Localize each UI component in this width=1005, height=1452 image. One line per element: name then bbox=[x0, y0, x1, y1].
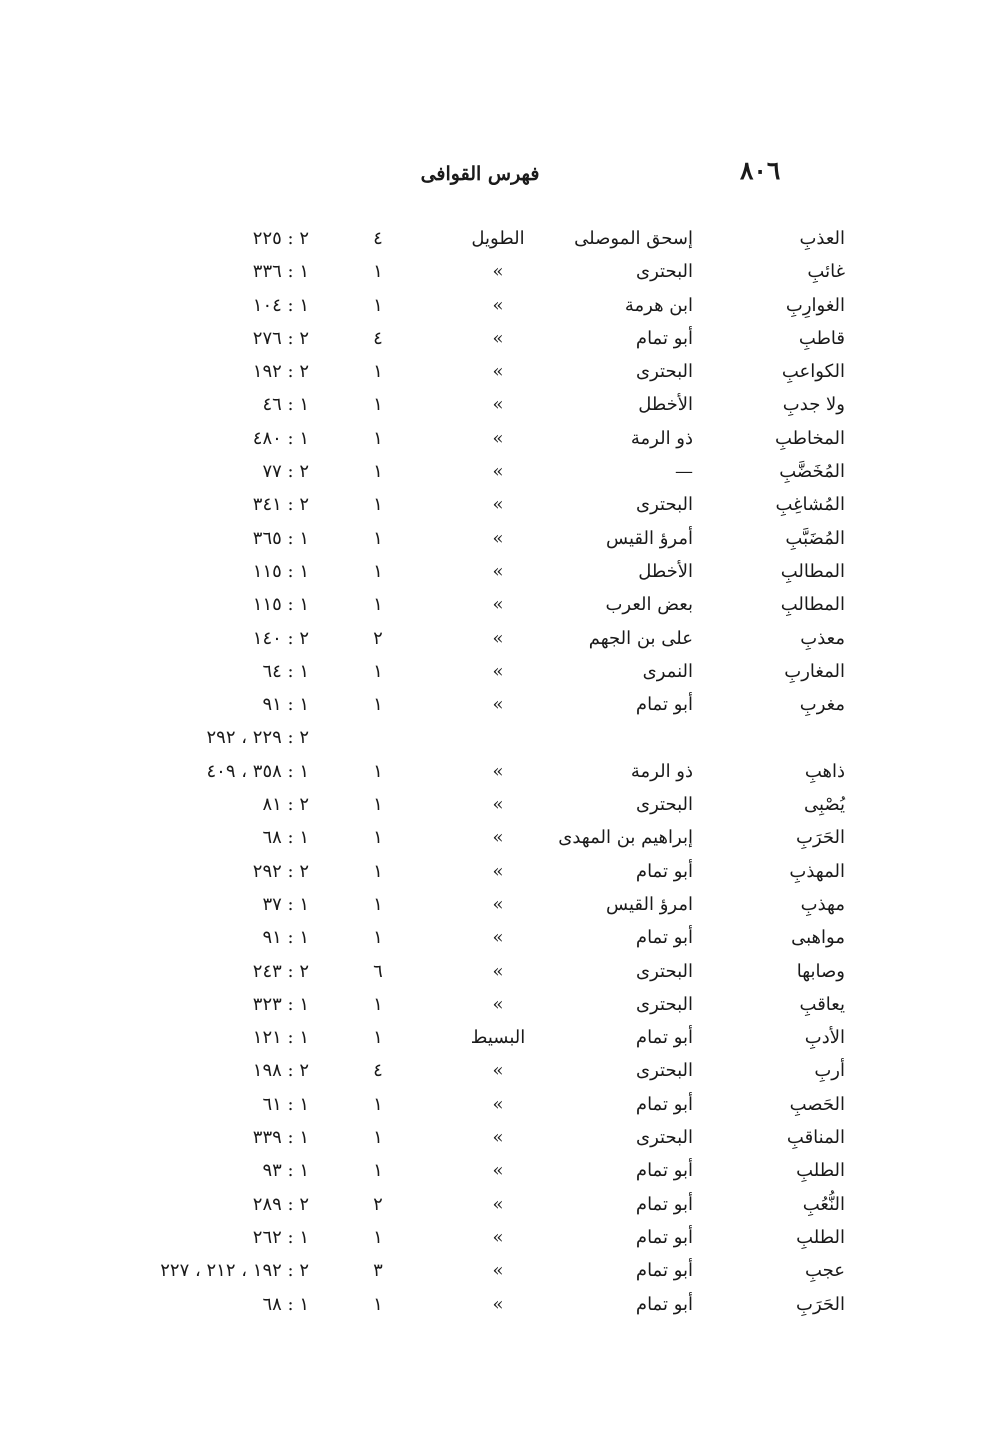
poet-name: أبو تمام bbox=[635, 1193, 693, 1215]
meter-name: » bbox=[492, 893, 504, 915]
rhyme-word: الطلبِ bbox=[796, 1160, 845, 1182]
meter-name: » bbox=[492, 660, 504, 682]
volume-page-ref: ١ : ٦٨ bbox=[262, 1293, 309, 1315]
volume-page-ref: ١ : ١١٥ bbox=[252, 594, 309, 616]
poet-name: أبو تمام bbox=[635, 1027, 693, 1049]
volume-page-ref: ١ : ٦٤ bbox=[262, 660, 309, 682]
meter-name: » bbox=[492, 527, 504, 549]
volume-page-ref: ١ : ٣٣٩ bbox=[252, 1127, 309, 1149]
rhyme-word: عجبِ bbox=[804, 1260, 845, 1282]
volume-page-ref: ٢ : ٢٧٦ bbox=[252, 327, 309, 349]
meter-name: » bbox=[492, 494, 504, 516]
poet-name: الأخطل bbox=[638, 394, 693, 416]
poet-name: ذو الرمة bbox=[630, 760, 693, 782]
meter-name: » bbox=[492, 394, 504, 416]
rhyme-word: يُصْبِى bbox=[803, 794, 845, 816]
meter-name: البسيط bbox=[470, 1027, 526, 1049]
volume-page-ref: ١ : ٤٨٠ bbox=[252, 427, 309, 449]
page-number: ٨٠٦ bbox=[740, 156, 781, 185]
volume-page-ref: ٢ : ٢٩٢ bbox=[252, 860, 309, 882]
poet-name: البحترى bbox=[636, 494, 693, 516]
poet-name: البحترى bbox=[636, 1060, 693, 1082]
volume-page-ref: ١ : ١٠٤ bbox=[252, 294, 309, 316]
verse-count: ١ bbox=[373, 394, 383, 416]
meter-name: » bbox=[492, 993, 504, 1015]
table-row bbox=[0, 1221, 1005, 1254]
rhyme-word: المُضَبَّبِ bbox=[785, 527, 845, 549]
table-row bbox=[0, 1121, 1005, 1154]
verse-count: ١ bbox=[373, 427, 383, 449]
meter-name: » bbox=[492, 860, 504, 882]
volume-page-ref: ١ : ٣٢٣ bbox=[252, 993, 309, 1015]
rhyme-word: المناقبِ bbox=[786, 1127, 845, 1149]
poet-name: إبراهيم بن المهدى bbox=[558, 827, 693, 849]
meter-name: » bbox=[492, 1093, 504, 1115]
rhyme-word: ولا جدبِ bbox=[782, 394, 845, 416]
rhyme-word: الكواعبِ bbox=[781, 361, 845, 383]
poet-name: البحترى bbox=[636, 794, 693, 816]
meter-name: » bbox=[492, 1260, 504, 1282]
table-row bbox=[0, 921, 1005, 954]
verse-count: ١ bbox=[373, 594, 383, 616]
meter-name: » bbox=[492, 1060, 504, 1082]
verse-count: ٣ bbox=[373, 1260, 383, 1282]
volume-page-ref: ٢ : ٢٢٥ bbox=[252, 228, 309, 249]
table-row bbox=[0, 588, 1005, 621]
volume-page-ref: ٢ : ٢٤٣ bbox=[252, 960, 309, 982]
poet-name: الأخطل bbox=[638, 560, 693, 582]
meter-name: » bbox=[492, 294, 504, 316]
verse-count: ١ bbox=[373, 1027, 383, 1049]
verse-count: ١ bbox=[373, 461, 383, 483]
table-row bbox=[0, 255, 1005, 288]
rhyme-word: العذبِ bbox=[799, 228, 845, 249]
meter-name: الطويل bbox=[471, 228, 525, 249]
table-row bbox=[0, 1021, 1005, 1054]
rhyme-word: ذاهبِ bbox=[804, 760, 845, 782]
verse-count: ١ bbox=[373, 660, 383, 682]
rhyme-word: الحَصبِ bbox=[789, 1093, 845, 1115]
table-row bbox=[0, 821, 1005, 854]
table-row bbox=[0, 222, 1005, 255]
table-row bbox=[0, 888, 1005, 921]
meter-name: » bbox=[492, 427, 504, 449]
volume-page-ref: ٢ : ٧٧ bbox=[262, 461, 309, 483]
poet-name: البحترى bbox=[636, 993, 693, 1015]
volume-page-ref: ١ : ١١٥ bbox=[252, 560, 309, 582]
table-row bbox=[0, 422, 1005, 455]
volume-page-ref: ١ : ٤٦ bbox=[262, 394, 309, 416]
poet-name: أبو تمام bbox=[635, 327, 693, 349]
poet-name: امرؤ القيس bbox=[606, 893, 693, 915]
meter-name: » bbox=[492, 1293, 504, 1315]
meter-name: » bbox=[492, 261, 504, 283]
verse-count: ١ bbox=[373, 927, 383, 949]
volume-page-ref: ٢ : ١٩٢ ، ٢١٢ ، ٢٢٧ bbox=[160, 1260, 309, 1282]
table-row bbox=[0, 322, 1005, 355]
poet-name: ابن هرمة bbox=[624, 294, 693, 316]
page-title: فهرس القوافى bbox=[420, 163, 540, 185]
table-row bbox=[0, 955, 1005, 988]
volume-page-ref: ١ : ٩١ bbox=[262, 694, 309, 716]
poet-name: البحترى bbox=[636, 1127, 693, 1149]
table-row bbox=[0, 1288, 1005, 1321]
table-row bbox=[0, 1054, 1005, 1087]
meter-name: » bbox=[492, 1160, 504, 1182]
table-row bbox=[0, 522, 1005, 555]
meter-name: » bbox=[492, 327, 504, 349]
table-row bbox=[0, 455, 1005, 488]
meter-name: » bbox=[492, 461, 504, 483]
rhyme-word: غائبِ bbox=[807, 261, 845, 283]
meter-name: » bbox=[492, 361, 504, 383]
table-row bbox=[0, 721, 1005, 754]
volume-page-ref: ٢ : ٢٢٩ ، ٢٩٢ bbox=[206, 727, 309, 749]
meter-name: » bbox=[492, 594, 504, 616]
table-row bbox=[0, 388, 1005, 421]
volume-page-ref: ١ : ٩١ bbox=[262, 927, 309, 949]
volume-page-ref: ١ : ٢٦٢ bbox=[252, 1226, 309, 1248]
verse-count: ١ bbox=[373, 694, 383, 716]
rhyme-word: مغربِ bbox=[799, 694, 845, 716]
poet-name: البحترى bbox=[636, 261, 693, 283]
verse-count: ١ bbox=[373, 1093, 383, 1115]
verse-count: ٢ bbox=[373, 1193, 383, 1215]
table-row bbox=[0, 1254, 1005, 1287]
rhyme-word: يعاقبِ bbox=[799, 993, 845, 1015]
volume-page-ref: ٢ : ٣٤١ bbox=[252, 494, 309, 516]
verse-count: ١ bbox=[373, 860, 383, 882]
rhyme-word: الغوارِبِ bbox=[785, 294, 845, 316]
poet-name: أبو تمام bbox=[635, 1093, 693, 1115]
verse-count: ١ bbox=[373, 1293, 383, 1315]
meter-name: » bbox=[492, 560, 504, 582]
table-row bbox=[0, 988, 1005, 1021]
table-row bbox=[0, 1088, 1005, 1121]
meter-name: » bbox=[492, 827, 504, 849]
table-row bbox=[0, 1188, 1005, 1221]
verse-count: ١ bbox=[373, 893, 383, 915]
rhyme-word: الطلبِ bbox=[796, 1226, 845, 1248]
rhyme-word: المُخَضَّبِ bbox=[779, 461, 845, 483]
meter-name: » bbox=[492, 1226, 504, 1248]
verse-count: ١ bbox=[373, 993, 383, 1015]
meter-name: » bbox=[492, 694, 504, 716]
rhyme-word: المطالبِ bbox=[780, 560, 845, 582]
verse-count: ٤ bbox=[373, 228, 383, 249]
poet-name: بعض العرب bbox=[605, 594, 693, 616]
meter-name: » bbox=[492, 627, 504, 649]
verse-count: ١ bbox=[373, 1160, 383, 1182]
table-row bbox=[0, 1154, 1005, 1187]
rhyme-word: المطالبِ bbox=[780, 594, 845, 616]
rhyme-word: مواهبى bbox=[791, 927, 845, 949]
volume-page-ref: ١ : ٣٧ bbox=[262, 893, 309, 915]
poet-name: — bbox=[675, 461, 693, 483]
verse-count: ١ bbox=[373, 827, 383, 849]
poet-name: على بن الجهم bbox=[588, 627, 693, 649]
table-row bbox=[0, 555, 1005, 588]
volume-page-ref: ١ : ٣٥٨ ، ٤٠٩ bbox=[206, 760, 309, 782]
volume-page-ref: ١ : ٦١ bbox=[262, 1093, 309, 1115]
verse-count: ٢ bbox=[373, 627, 383, 649]
verse-count: ١ bbox=[373, 794, 383, 816]
rhyme-word: النُّعُبِ bbox=[802, 1193, 845, 1215]
rhyme-word: الأدبِ bbox=[804, 1027, 845, 1049]
volume-page-ref: ٢ : ٨١ bbox=[262, 794, 309, 816]
rhyme-word: المهذبِ bbox=[789, 860, 845, 882]
poet-name: البحترى bbox=[636, 960, 693, 982]
verse-count: ١ bbox=[373, 361, 383, 383]
meter-name: » bbox=[492, 1127, 504, 1149]
volume-page-ref: ٢ : ١٩٨ bbox=[252, 1060, 309, 1082]
poet-name: النمرى bbox=[642, 660, 693, 682]
volume-page-ref: ٢ : ١٤٠ bbox=[252, 627, 309, 649]
poet-name: إسحق الموصلى bbox=[574, 228, 693, 249]
table-row bbox=[0, 788, 1005, 821]
volume-page-ref: ١ : ٣٦٥ bbox=[252, 527, 309, 549]
rhyme-word: الحَرَبِ bbox=[796, 1293, 845, 1315]
poet-name: أمرؤ القيس bbox=[606, 527, 693, 549]
poet-name: البحترى bbox=[636, 361, 693, 383]
table-row bbox=[0, 355, 1005, 388]
table-row bbox=[0, 755, 1005, 788]
volume-page-ref: ٢ : ٢٨٩ bbox=[252, 1193, 309, 1215]
poet-name: أبو تمام bbox=[635, 1226, 693, 1248]
rhyme-word: وصابها bbox=[796, 960, 845, 982]
poet-name: أبو تمام bbox=[635, 694, 693, 716]
rhyme-word: معذبِ bbox=[800, 627, 845, 649]
poet-name: أبو تمام bbox=[635, 927, 693, 949]
meter-name: » bbox=[492, 794, 504, 816]
rhyme-word: المغاربِ bbox=[784, 660, 845, 682]
verse-count: ١ bbox=[373, 261, 383, 283]
table-row bbox=[0, 655, 1005, 688]
verse-count: ١ bbox=[373, 494, 383, 516]
volume-page-ref: ١ : ١٢١ bbox=[252, 1027, 309, 1049]
volume-page-ref: ١ : ٣٣٦ bbox=[252, 261, 309, 283]
table-row bbox=[0, 688, 1005, 721]
verse-count: ١ bbox=[373, 294, 383, 316]
volume-page-ref: ٢ : ١٩٢ bbox=[252, 361, 309, 383]
rhyme-word: مهذبِ bbox=[800, 893, 845, 915]
rhyme-word: قاطبِ bbox=[798, 327, 845, 349]
meter-name: » bbox=[492, 960, 504, 982]
poet-name: أبو تمام bbox=[635, 1260, 693, 1282]
verse-count: ١ bbox=[373, 527, 383, 549]
rhyme-word: المخاطبِ bbox=[775, 427, 845, 449]
rhyme-word: الحَرَبِ bbox=[796, 827, 845, 849]
poet-name: أبو تمام bbox=[635, 1293, 693, 1315]
table-row bbox=[0, 622, 1005, 655]
verse-count: ١ bbox=[373, 1127, 383, 1149]
table-row bbox=[0, 855, 1005, 888]
poet-name: أبو تمام bbox=[635, 1160, 693, 1182]
poet-name: أبو تمام bbox=[635, 860, 693, 882]
volume-page-ref: ١ : ٩٣ bbox=[262, 1160, 309, 1182]
verse-count: ١ bbox=[373, 560, 383, 582]
meter-name: » bbox=[492, 1193, 504, 1215]
table-row bbox=[0, 289, 1005, 322]
verse-count: ٦ bbox=[373, 960, 383, 982]
meter-name: » bbox=[492, 927, 504, 949]
verse-count: ٤ bbox=[373, 327, 383, 349]
rhyme-word: المُشاغِبِ bbox=[775, 494, 845, 516]
verse-count: ٤ bbox=[373, 1060, 383, 1082]
verse-count: ١ bbox=[373, 760, 383, 782]
poet-name: ذو الرمة bbox=[630, 427, 693, 449]
table-row bbox=[0, 488, 1005, 521]
volume-page-ref: ١ : ٦٨ bbox=[262, 827, 309, 849]
rhyme-word: أربِ bbox=[814, 1060, 845, 1082]
meter-name: » bbox=[492, 760, 504, 782]
rhyme-index-table bbox=[0, 222, 1005, 1321]
verse-count: ١ bbox=[373, 1226, 383, 1248]
